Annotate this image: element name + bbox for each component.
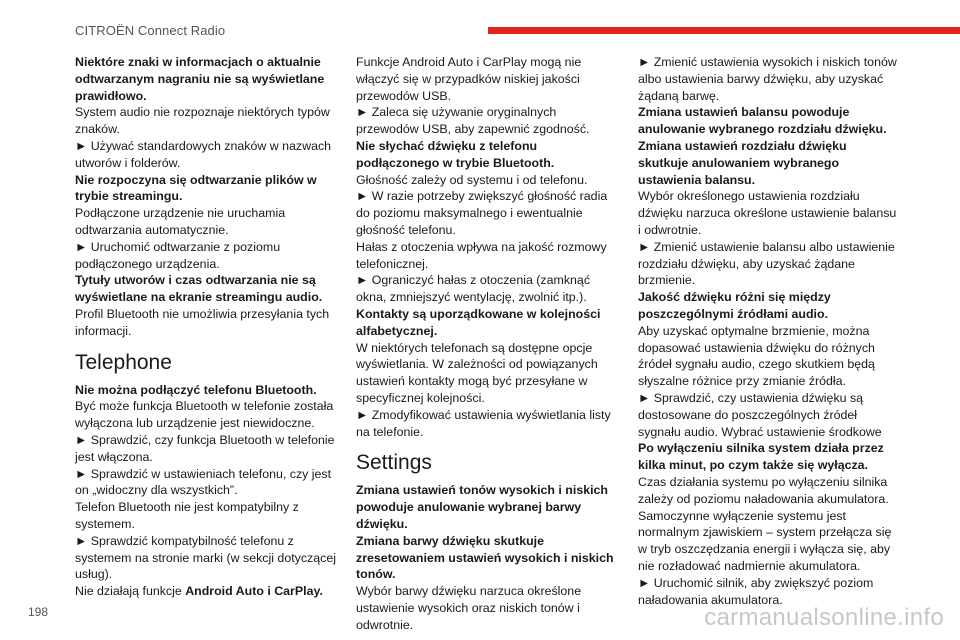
issue-heading: Nie rozpoczyna się odtwarzanie plików w trybie streamingu. — [75, 172, 317, 204]
body-paragraph: Wybór barwy dźwięku narzuca określone ustawienie wysokich oraz niskich tonów i odwrotnie. — [356, 584, 582, 632]
body-paragraph: Telefon Bluetooth nie jest kompatybilny z systemem. — [75, 500, 299, 531]
body-paragraph: System audio nie rozpoznaje niektórych typów znaków. — [75, 105, 330, 137]
mixed-paragraph — [75, 583, 337, 600]
body-paragraph: ► Zmienić ustawienia wysokich i niskich tonów albo ustawienia barwy dźwięku, aby uzyskać żądaną barwę. — [638, 55, 897, 103]
body-paragraph: Głośność zależy od systemu i od telefonu. — [356, 172, 588, 187]
page-number: 198 — [28, 605, 49, 619]
body-paragraph: Aby uzyskać optymalne brzmienie, można dopasować ustawienia dźwięku do różnych źródeł sygnału audio, czego skutkiem będą słyszalne różnice przy zmianie źródła. — [638, 323, 875, 389]
issue-heading: Kontakty są uporządkowane w kolejności alfabetycznej. — [356, 306, 601, 338]
body-paragraph: Podłączone urządzenie nie uruchamia odtwarzania automatycznie. — [75, 206, 286, 237]
issue-heading: Jakość dźwięku różni się między poszczególnymi źródłami audio. — [638, 290, 831, 321]
issue-heading: Nie można podłączyć telefonu Bluetooth. — [75, 382, 317, 397]
issue-heading: Zmiana ustawień tonów wysokich i niskich powoduje anulowanie wybranej barwy dźwięku. — [356, 483, 608, 531]
bold-inline-text: Android Auto i CarPlay. — [185, 584, 323, 599]
issue-heading: Po wyłączeniu silnika system działa przez kilka minut, po czym także się wyłącza. — [638, 441, 884, 473]
body-paragraph: Hałas z otoczenia wpływa na jakość rozmowy telefonicznej. — [356, 239, 607, 271]
body-paragraph: Wybór określonego ustawienia rozdziału dźwięku narzuca określone ustawienie balansu i odwrotnie. — [638, 189, 897, 237]
body-paragraph: Być może funkcja Bluetooth w telefonie została wyłączona lub urządzenie jest niewidoczne. — [75, 399, 334, 431]
watermark: carmanualsonline.info — [704, 604, 944, 631]
body-paragraph: ► Zmienić ustawienie balansu albo ustawienie rozdziału dźwięku, aby uzyskać żądane brzmienie. — [638, 239, 895, 288]
body-paragraph: Czas działania systemu po wyłączeniu silnika zależy od poziomu naładowania akumulatora. — [638, 474, 889, 506]
section-heading: Settings — [356, 451, 432, 475]
paragraph-text: Nie działają funkcje — [75, 584, 186, 599]
issue-heading: Niektóre znaki w informacjach o aktualnie odtwarzanym nagraniu nie są wyświetlane prawidłowo. — [75, 55, 325, 103]
body-paragraph: ► Zmodyfikować ustawienia wyświetlania listy na telefonie. — [356, 407, 611, 439]
issue-heading: Zmiana ustawień rozdziału dźwięku skutkuje anulowaniem wybranego ustawienia balansu. — [638, 138, 847, 187]
body-paragraph: Profil Bluetooth nie umożliwia przesyłania tych informacji. — [75, 306, 330, 338]
issue-heading: Zmiana barwy dźwięku skutkuje zresetowaniem ustawień wysokich i niskich tonów. — [356, 533, 614, 582]
body-paragraph: ► Ograniczyć hałas z otoczenia (zamknąć okna, zmniejszyć wentylację, zwolnić itp.). — [356, 273, 591, 305]
body-paragraph: Samoczynne wyłączenie systemu jest normalnym zjawiskiem – system przełącza się w tryb oszczędzania energii i wyłącza się, aby nie rozładować nadmiernie akumulatora. — [638, 508, 892, 573]
issue-heading: Zmiana ustawień balansu powoduje anulowanie wybranego rozdziału dźwięku. — [638, 105, 887, 137]
body-paragraph: ► W razie potrzeby zwiększyć głośność radia do poziomu maksymalnego i ewentualnie głośność telefonu. — [356, 189, 608, 237]
body-paragraph: ► Uruchomić silnik, aby zwiększyć poziom naładowania akumulatora. — [638, 575, 874, 607]
body-paragraph: ► Sprawdzić w ustawieniach telefonu, czy jest on „widoczny dla wszystkich”. — [75, 466, 332, 498]
issue-heading: Tytuły utworów i czas odtwarzania nie są wyświetlane na ekranie streamingu audio. — [75, 273, 323, 305]
header-accent-bar — [488, 27, 960, 34]
text-column-3 — [638, 54, 900, 608]
body-paragraph: Funkcje Android Auto i CarPlay mogą nie włączyć się w przypadków niskiej jakości przewodów USB. — [356, 55, 582, 103]
body-paragraph: ► Sprawdzić, czy ustawienia dźwięku są dostosowane do poszczególnych źródeł sygnału audio. Wybrać ustawienie środkowe — [638, 390, 882, 439]
section-heading: Telephone — [75, 350, 172, 374]
header-title: CITROËN Connect Radio — [75, 23, 226, 38]
body-paragraph: ► Używać standardowych znaków w nazwach utworów i folderów. — [75, 138, 332, 170]
body-paragraph: ► Uruchomić odtwarzanie z poziomu podłączonego urządzenia. — [75, 239, 281, 271]
issue-heading: Nie słychać dźwięku z telefonu podłączonego w trybie Bluetooth. — [356, 138, 555, 170]
body-paragraph: ► Sprawdzić, czy funkcja Bluetooth w telefonie jest włączona. — [75, 432, 335, 464]
body-paragraph: W niektórych telefonach są dostępne opcje wyświetlania. W zależności od powiązanych ustawień kontakty mogą być przesyłane w specyficznej kolejności. — [356, 340, 598, 405]
text-column-1 — [75, 54, 337, 600]
body-paragraph: ► Sprawdzić kompatybilność telefonu z systemem na stronie marki (w sekcji dotyczącej usług). — [75, 533, 336, 582]
text-column-2 — [356, 54, 618, 634]
body-paragraph: ► Zaleca się używanie oryginalnych przewodów USB, aby zapewnić zgodność. — [356, 105, 590, 137]
